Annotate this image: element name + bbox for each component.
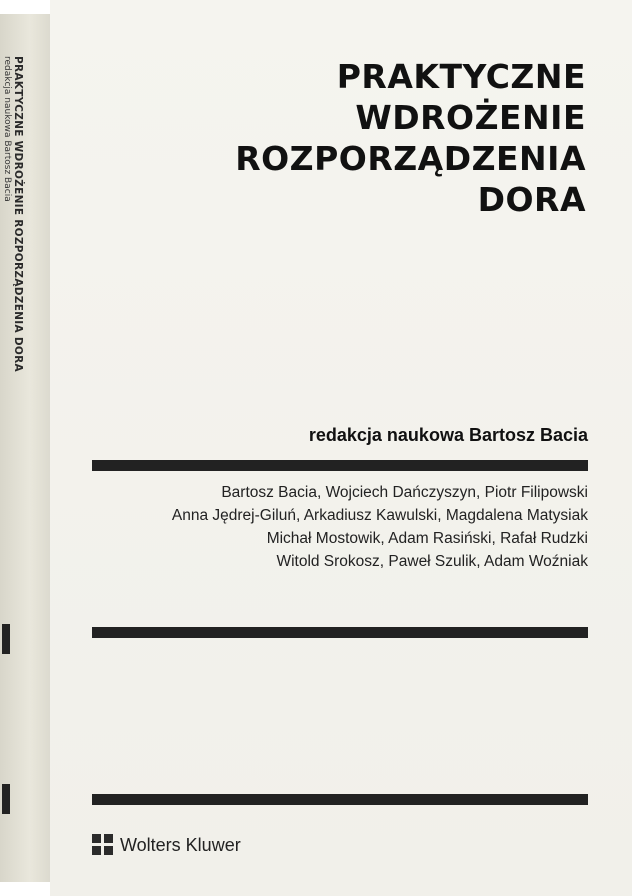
spine-title: PRAKTYCZNE WDROŻENIE ROZPORZĄDZENIA DORA [12, 56, 24, 372]
spine-band [2, 784, 10, 814]
author-line: Bartosz Bacia, Wojciech Dańczyszyn, Piotr Filipowski [221, 484, 588, 501]
author-line: Anna Jędrej-Giluń, Arkadiusz Kawulski, Magdalena Matysiak [171, 507, 588, 524]
front-cover [50, 0, 632, 896]
spine-band [2, 624, 10, 654]
publisher-logo [92, 834, 241, 856]
book-title [235, 56, 586, 220]
title-line: DORA [477, 180, 586, 219]
publisher-name: Wolters Kluwer [120, 834, 241, 855]
editor-credit: redakcja naukowa Bartosz Bacia [308, 425, 588, 445]
divider-bar [92, 627, 588, 638]
author-list [172, 481, 588, 573]
book-spine [0, 14, 51, 882]
title-line: ROZPORZĄDZENIA [235, 139, 586, 178]
spine-editor: redakcja naukowa Bartosz Bacia [2, 56, 12, 202]
author-line: Witold Srokosz, Paweł Szulik, Adam Woźniak [276, 553, 588, 570]
author-line: Michał Mostowik, Adam Rasiński, Rafał Rudzki [266, 530, 588, 547]
title-line: WDROŻENIE [355, 98, 586, 137]
divider-bar [92, 460, 588, 471]
wolters-kluwer-icon [92, 834, 114, 856]
divider-bar [92, 794, 588, 805]
title-line: PRAKTYCZNE [336, 57, 586, 96]
